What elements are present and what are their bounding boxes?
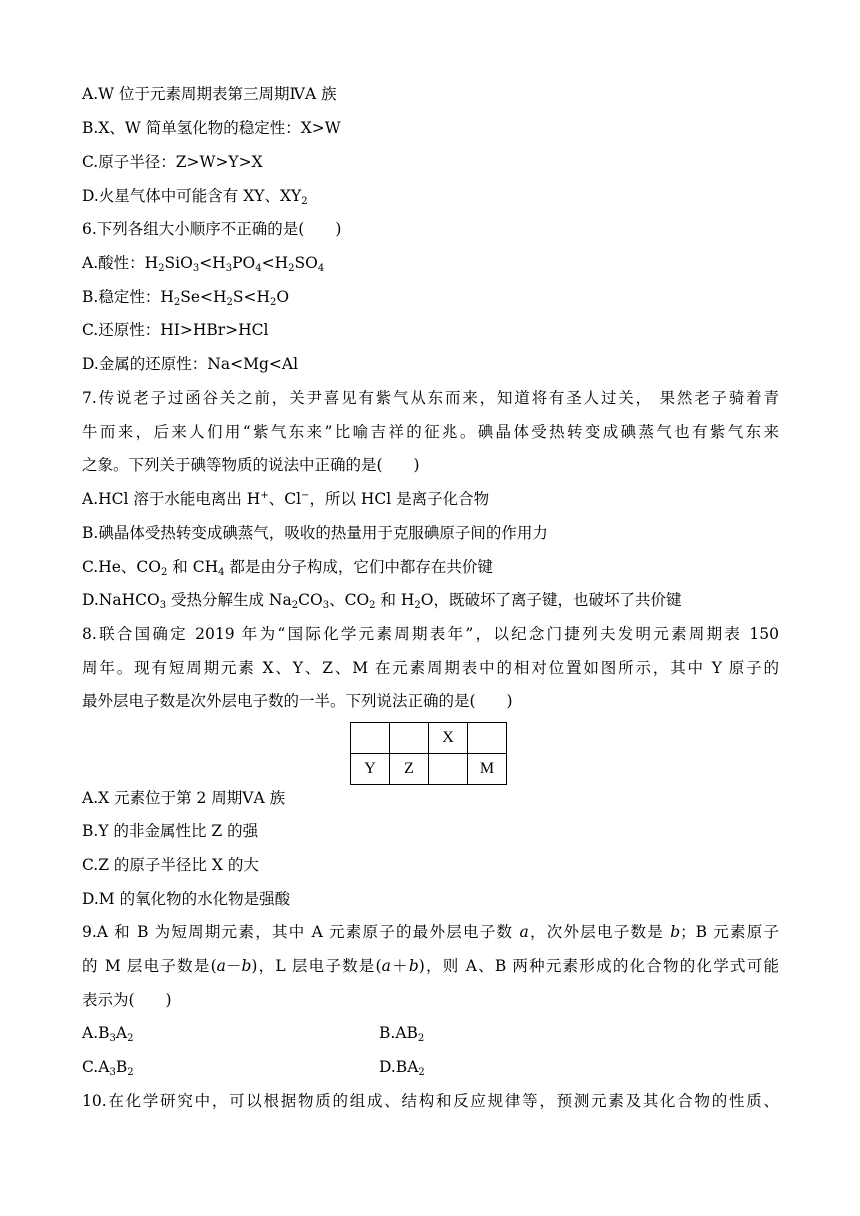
text: A.B xyxy=(82,1024,110,1042)
text: <H xyxy=(261,254,289,272)
subscript: 2 xyxy=(173,297,181,308)
text: PO xyxy=(232,254,256,272)
subscript: 2 xyxy=(414,600,421,611)
q6-option-b xyxy=(82,285,289,309)
q7-stem-line1: 7.传说老子过函谷关之前，关尹喜见有紫气从东而来，知道将有圣人过关， 果然老子骑着青 xyxy=(82,389,779,407)
text: 和 CH xyxy=(167,558,219,576)
text: B xyxy=(115,1058,128,1076)
q8-option-d: D.M 的氧化物的水化物是强酸 xyxy=(82,890,291,908)
table-cell xyxy=(390,723,429,754)
text: ＋ xyxy=(390,957,409,975)
text: O xyxy=(276,288,290,306)
table-cell xyxy=(468,723,507,754)
q5-option-c xyxy=(82,150,263,174)
q5-option-d xyxy=(82,184,308,208)
text: )，则 A、B 两种元素形成的化合物的化学式可能 xyxy=(418,957,779,975)
subscript: 2 xyxy=(158,263,165,274)
text: Se<H xyxy=(180,288,227,306)
q7-option-c xyxy=(82,555,493,579)
table-cell xyxy=(351,723,390,754)
text: O，既破坏了离子键，也破坏了共价键 xyxy=(420,591,682,609)
q8-stem-line3: 最外层电子数是次外层电子数的一半。下列说法正确的是( ) xyxy=(82,692,513,710)
text: ，次外层电子数是 xyxy=(528,923,671,941)
variable: b xyxy=(670,923,681,941)
q8-stem-line1: 8.联合国确定 2019 年为“国际化学元素周期表年”，以纪念门捷列夫发明元素周期表 150 xyxy=(82,625,779,643)
q9-option-d xyxy=(379,1055,425,1079)
variable: b xyxy=(408,957,419,975)
q5-option-d-text: D.火星气体中可能含有 XY、XY xyxy=(82,187,302,205)
text: ；B 元素原子 xyxy=(680,923,779,941)
text: D.BA xyxy=(379,1058,419,1076)
text: B.稳定性：H xyxy=(82,288,174,306)
text: <H xyxy=(199,254,226,272)
subscript: 3 xyxy=(109,1067,116,1078)
subscript: 2 xyxy=(417,1033,425,1044)
superscript: − xyxy=(301,490,310,501)
variable: b xyxy=(241,957,252,975)
text: C.He、CO xyxy=(82,558,161,576)
subscript: 3 xyxy=(159,600,167,611)
subscript: 2 xyxy=(226,297,233,308)
table-cell: X xyxy=(429,723,468,754)
q9-option-c xyxy=(82,1055,134,1079)
subscript: 2 xyxy=(288,263,295,274)
q9-stem-line1 xyxy=(82,920,779,944)
subscript: 2 xyxy=(418,1067,425,1078)
q7-option-b: B.碘晶体受热转变成碘蒸气，吸收的热量用于克服碘原子间的作用力 xyxy=(82,524,548,542)
subscript: 4 xyxy=(255,263,262,274)
subscript: 3 xyxy=(192,263,200,274)
subscript: 4 xyxy=(317,263,325,274)
q8-option-b: B.Y 的非金属性比 Z 的强 xyxy=(82,822,259,840)
text: D.金属的还原性：Na<Mg<Al xyxy=(82,355,299,373)
q5-option-c-text: C.原子半径：Z>W>Y>X xyxy=(82,153,263,171)
text: S<H xyxy=(232,288,271,306)
q8-option-a: A.X 元素位于第 2 周期ⅤA 族 xyxy=(82,789,286,807)
q9-option-a xyxy=(82,1021,133,1045)
q5-option-b-text: B.X、W 简单氢化物的稳定性：X>W xyxy=(82,119,341,137)
text: 、Cl xyxy=(268,490,302,508)
text: C.还原性：HI>HBr>HCl xyxy=(82,321,269,339)
subscript: 4 xyxy=(218,567,225,578)
table-row xyxy=(351,723,507,754)
q8-stem-line2: 周年。现有短周期元素 X、Y、Z、M 在元素周期表中的相对位置如图所示，其中 Y 原子的 xyxy=(82,659,779,677)
superscript: + xyxy=(260,490,269,501)
subscript: 2 xyxy=(369,600,376,611)
text: 和 H xyxy=(375,591,415,609)
variable: a xyxy=(519,923,529,941)
text: 受热分解生成 Na xyxy=(166,591,292,609)
text: C.A xyxy=(82,1058,110,1076)
subscript: 3 xyxy=(225,263,233,274)
subscript: 2 xyxy=(301,196,308,207)
q5-option-a xyxy=(82,82,337,106)
q9-option-b xyxy=(379,1021,424,1045)
q9-stem-line3: 表示为( ) xyxy=(82,991,172,1009)
q7-stem-line3: 之象。下列关于碘等物质的说法中正确的是( ) xyxy=(82,456,420,474)
q7-option-d xyxy=(82,588,682,612)
q9-stem-line2 xyxy=(82,954,779,978)
subscript: 2 xyxy=(127,1033,134,1044)
q6-stem-text: 6.下列各组大小顺序不正确的是( ) xyxy=(82,220,342,238)
subscript: 2 xyxy=(161,567,168,578)
q5-option-a-text: A.W 位于元素周期表第三周期ⅣA 族 xyxy=(82,85,337,103)
text: CO xyxy=(298,591,323,609)
q7-stem-line2: 牛而来，后来人们用“紫气东来”比喻吉祥的征兆。碘晶体受热转变成碘蒸气也有紫气东来 xyxy=(82,423,779,441)
text: D.NaHCO xyxy=(82,591,160,609)
q6-option-a xyxy=(82,251,324,275)
q6-stem xyxy=(82,217,341,241)
text: )，L 层电子数是( xyxy=(251,957,382,975)
text: SiO xyxy=(164,254,193,272)
text: ，所以 HCl 是离子化合物 xyxy=(309,490,490,508)
q6-option-d xyxy=(82,352,298,376)
q7-option-a xyxy=(82,487,489,511)
text: A.HCl 溶于水能电离出 H xyxy=(82,490,261,508)
variable: a xyxy=(216,957,226,975)
table-row xyxy=(351,754,507,785)
subscript: 2 xyxy=(270,297,277,308)
subscript: 3 xyxy=(322,600,330,611)
variable: a xyxy=(381,957,391,975)
subscript: 2 xyxy=(127,1067,134,1078)
text: 9.A 和 B 为短周期元素，其中 A 元素原子的最外层电子数 xyxy=(82,923,520,941)
subscript: 3 xyxy=(109,1033,116,1044)
periodic-position-table xyxy=(350,722,507,785)
text: 都是由分子构成，它们中都存在共价键 xyxy=(224,558,493,576)
text: A xyxy=(115,1024,128,1042)
text: A.酸性：H xyxy=(82,254,159,272)
q6-option-c xyxy=(82,318,269,342)
text: 的 M 层电子数是( xyxy=(82,957,217,975)
q5-option-b xyxy=(82,116,341,140)
text: SO xyxy=(294,254,318,272)
table-cell: M xyxy=(468,754,507,785)
table-cell xyxy=(429,754,468,785)
text: 、CO xyxy=(329,591,370,609)
text: B.AB xyxy=(379,1024,418,1042)
text: － xyxy=(225,957,242,975)
q8-option-c: C.Z 的原子半径比 X 的大 xyxy=(82,856,259,874)
subscript: 2 xyxy=(291,600,299,611)
table-cell: Z xyxy=(390,754,429,785)
table-cell: Y xyxy=(351,754,390,785)
q10-stem-line1: 10.在化学研究中，可以根据物质的组成、结构和反应规律等，预测元素及其化合物的性质、 xyxy=(82,1092,779,1110)
